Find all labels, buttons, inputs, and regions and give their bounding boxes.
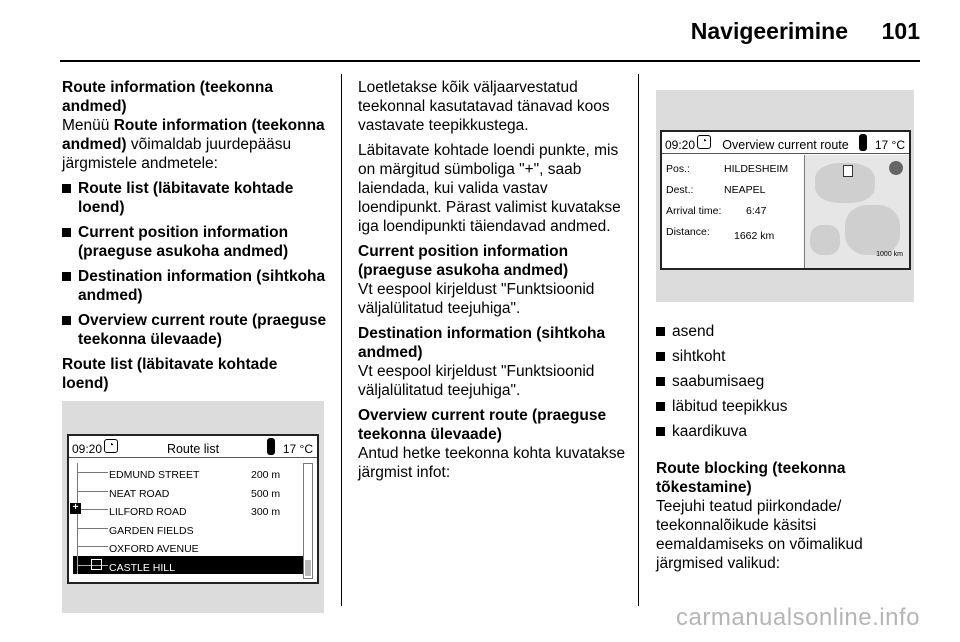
street-distance: 300 m [251,506,281,518]
route-list-screenshot [62,401,324,613]
destination-flag-icon [843,165,853,177]
overview-info-list [656,322,922,441]
section-heading-overview: Overview current route (praeguse teekonna ülevaade) [358,407,607,443]
list-item-text: Overview current route (praeguse teekonna ülevaade) [78,312,327,348]
info-value: HILDESHEIM [724,163,789,175]
intro-bold: Route information (teekonna andmed) [62,117,325,153]
route-list-screen [67,434,319,584]
list-item [62,267,328,305]
paragraph: Loetletakse kõik väljaarvestatud teekonnal kasutatavad tänavad koos vastavate teepikkustega. [358,79,610,134]
page-header [0,0,960,62]
info-row-distance [666,221,796,242]
section-heading-destination: Destination information (sihtkoha andmed) [358,325,606,361]
overview-screen [660,130,911,270]
list-item-text: saabumisaeg [672,373,765,390]
list-item-text: läbitud teepikkus [672,398,788,415]
bullet-icon [656,427,665,436]
screen-status-bar [69,436,317,458]
watermark: carmanualsonline.info [676,604,920,631]
bullet-icon [656,402,665,411]
info-label: Arrival time: [666,205,722,217]
tree-connector [77,537,107,556]
list-item [656,347,922,366]
column-divider-2 [638,74,639,606]
temperature: 17 °C [282,442,313,456]
list-item-text: Route list (läbitavate kohtade loend) [78,180,294,216]
info-label: Pos.: [666,163,690,175]
street-name: LILFORD ROAD [109,506,187,518]
street-name: EDMUND STREET [109,469,200,481]
thermometer-icon [859,134,867,151]
list-item [73,482,303,501]
screen-title: Overview current route [722,138,849,152]
list-item-text: Destination information (sihtkoha andmed) [78,268,326,304]
bullet-icon [656,352,665,361]
map-region [810,225,840,255]
screen-status-bar [662,132,909,154]
street-name: NEAT ROAD [109,487,170,500]
section-heading-route-information: Route information (teekonna andmed) [62,79,273,115]
column-right [656,78,922,579]
paragraph: Antud hetke teekonna kohta kuvatakse järgmist infot: [358,445,626,481]
street-name: GARDEN FIELDS [109,524,194,537]
list-item [62,311,328,349]
list-item [656,372,922,391]
paragraph: Läbitavate kohtade loendi punkte, mis on märgitud sümboliga "+", saab laiendada, kui valida vastav loendipunkt. Pärast valimist kuvatakse iga loendipunkti täiendavad andmed. [358,142,621,235]
list-item [656,397,922,416]
tree-connector [77,482,107,501]
paragraph: Teejuhi teatud piirkondade/ teekonnalõikude käsitsi eemaldamiseks on võimalikud järgmised valikud: [656,498,863,572]
info-value: NEAPEL [724,184,766,196]
route-info-options-list [62,179,328,349]
list-item-text: sihtkoht [672,348,726,365]
destination-icon [91,559,102,570]
route-map [804,155,909,268]
clock-icon: ◔ [104,439,118,453]
bullet-icon [62,184,71,193]
section-heading-route-blocking: Route blocking (teekonna tõkestamine) [656,460,846,496]
scrollbar-thumb [305,560,311,576]
map-scale: 1000 km [876,251,903,258]
list-item [62,223,328,261]
street-name: OXFORD AVENUE [109,543,199,555]
bullet-icon [656,327,665,336]
info-value: 1662 km [734,230,775,242]
info-row-arrival [666,200,796,221]
info-label: Dest.: [666,184,694,196]
list-item [73,500,303,519]
list-item-text: kaardikuva [672,423,747,440]
overview-route-screenshot [656,90,914,302]
route-overview-info [666,158,796,242]
bullet-icon [62,228,71,237]
intro-prefix: Menüü [62,117,114,134]
intro-paragraph [62,116,328,173]
compass-icon [889,161,903,175]
street-name: CASTLE HILL [109,561,175,574]
thermometer-icon [267,438,275,455]
info-label: Distance: [666,226,710,238]
tree-connector [77,519,107,538]
page-number: 101 [881,18,920,44]
section-heading-route-list: Route list (läbitavate kohtade loend) [62,356,278,392]
column-middle [358,78,628,488]
info-row-position [666,158,796,179]
page-title: Navigeerimine [690,18,848,44]
column-divider-1 [341,74,342,606]
list-item [73,463,303,482]
bullet-icon [62,316,71,325]
list-item [656,322,922,341]
tree-connector [77,500,107,519]
screen-title: Route list [166,442,220,456]
list-item [73,537,303,556]
list-item [73,519,303,538]
list-item-selected [73,556,303,575]
expand-plus-icon: + [70,503,81,514]
column-left [62,78,328,613]
clock-time: 09:20 [665,138,696,152]
route-list [73,463,303,574]
section-heading-current-position: Current position information (praeguse asukoha andmed) [358,243,569,279]
tree-connector [77,463,107,482]
list-item [656,422,922,441]
info-value: 6:47 [746,205,767,217]
paragraph: Vt eespool kirjeldust "Funktsioonid väljalülitatud teejuhiga". [358,281,595,317]
paragraph: Vt eespool kirjeldust "Funktsioonid väljalülitatud teejuhiga". [358,363,595,399]
list-item-text: Current position information (praeguse asukoha andmed) [78,224,289,260]
clock-time: 09:20 [72,442,103,456]
street-distance: 500 m [251,487,281,500]
header-divider [60,60,920,62]
bullet-icon [656,377,665,386]
info-row-destination [666,179,796,200]
intro-suffix: võimaldab juurdepääsu järgmistele andmetele: [62,136,292,172]
list-item [62,179,328,217]
street-distance: 200 m [251,469,281,481]
list-scrollbar [303,463,313,579]
clock-icon: ◔ [697,135,711,149]
bullet-icon [62,272,71,281]
list-item-text: asend [672,323,715,340]
temperature: 17 °C [874,138,905,152]
